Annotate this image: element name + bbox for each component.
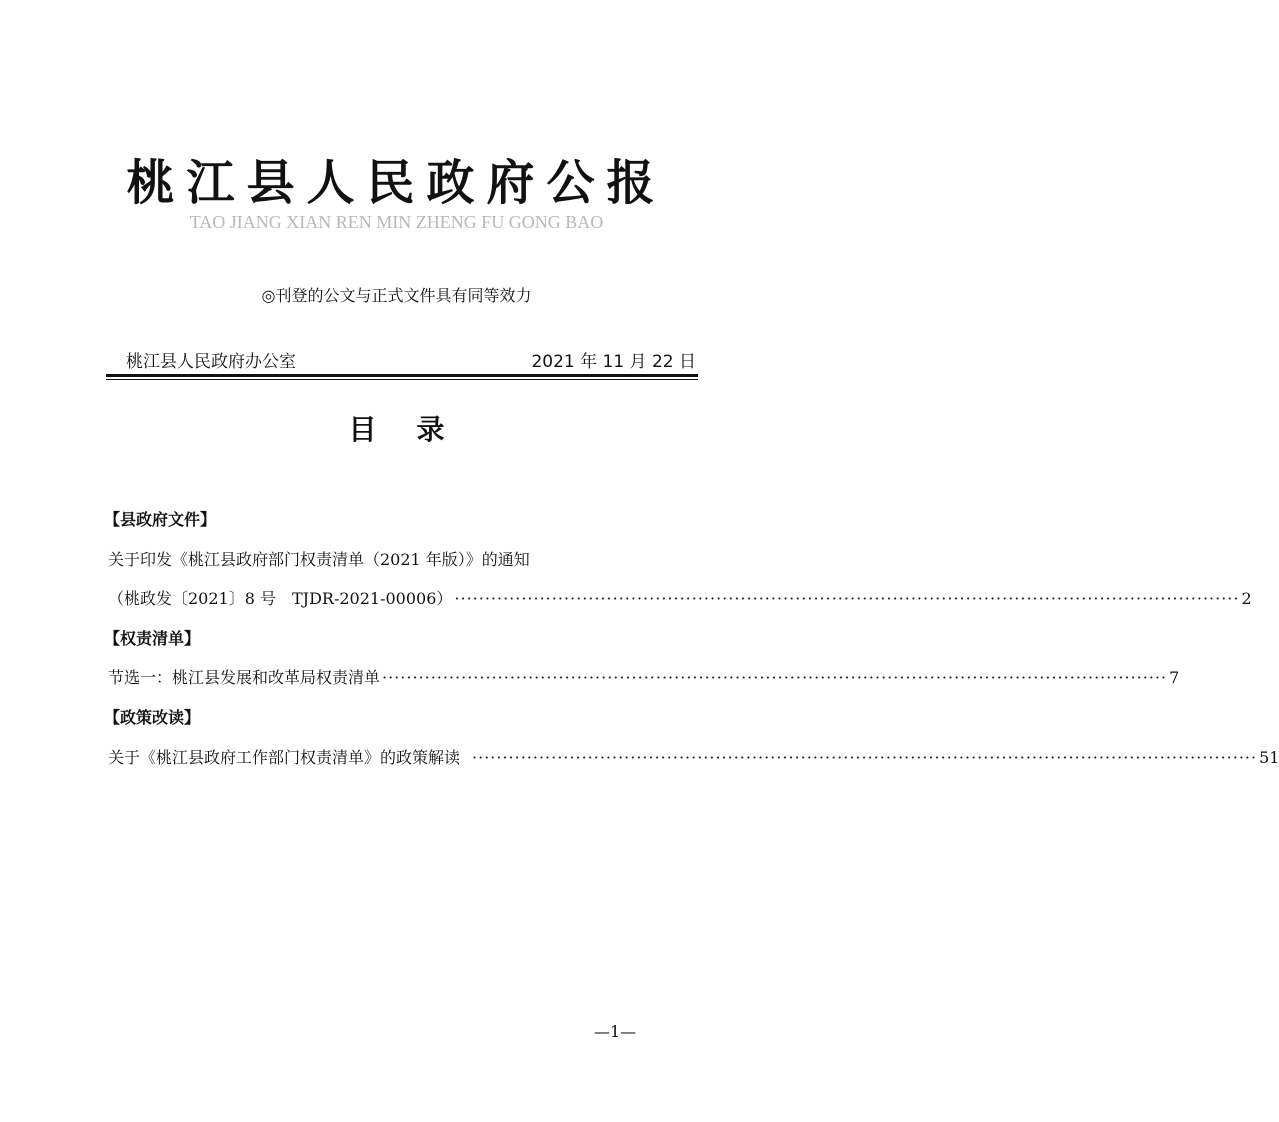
- toc-entry[interactable]: [108, 745, 1279, 768]
- section-heading-policy-interpretation: 【政策改读】: [104, 708, 201, 727]
- publication-title: 桃江县人民政府公报: [126, 155, 667, 211]
- toc-entry-title[interactable]: 关于印发《桃江县政府部门权责清单（2021 年版）》的通知: [108, 550, 530, 569]
- issuing-office: 桃江县人民政府办公室: [126, 352, 296, 372]
- toc-entry-doc-number: （桃政发〔2021〕8 号 TJDR-2021-00006）: [108, 589, 453, 608]
- toc-entry-page: 2: [1241, 589, 1252, 608]
- toc-entry-title: 节选一：桃江县发展和改革局权责清单: [108, 668, 381, 687]
- toc-entry-page: 51: [1259, 748, 1279, 767]
- header-rule-thick: [106, 374, 698, 377]
- toc-entry[interactable]: [108, 665, 1180, 688]
- publication-pinyin: TAO JIANG XIAN REN MIN ZHENG FU GONG BAO: [189, 212, 604, 232]
- dot-leader: ·································································································································: [382, 668, 1168, 687]
- toc-title: 目录: [348, 413, 485, 446]
- toc-entry[interactable]: [108, 586, 1252, 609]
- header-rule-thin: [106, 379, 698, 380]
- dot-leader: ·································································································································: [454, 589, 1240, 608]
- section-heading-county-documents: 【县政府文件】: [104, 510, 217, 529]
- toc-entry-page: 7: [1169, 668, 1180, 687]
- validity-notice: ◎刊登的公文与正式文件具有同等效力: [261, 286, 532, 305]
- issue-date: 2021 年 11 月 22 日: [531, 352, 696, 372]
- toc-entry-title: 关于《桃江县政府工作部门权责清单》的政策解读: [108, 748, 461, 767]
- section-heading-responsibility-list: 【权责清单】: [104, 629, 201, 648]
- dot-leader: ·································································································································: [472, 748, 1258, 767]
